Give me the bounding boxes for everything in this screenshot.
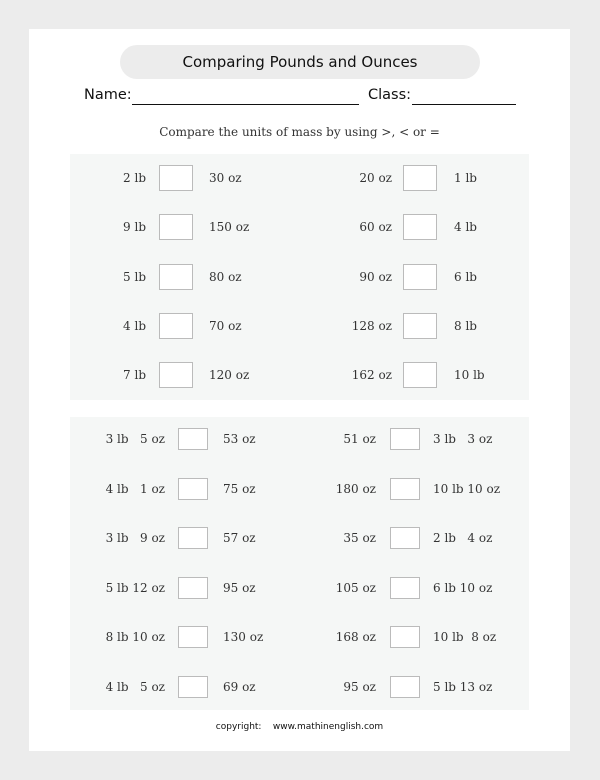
rhs-quantity: 5 lb 13 oz	[433, 680, 493, 694]
worksheet-title: Comparing Pounds and Ounces	[120, 45, 480, 79]
answer-box[interactable]	[403, 214, 437, 240]
rhs-quantity: 3 lb 3 oz	[433, 432, 493, 446]
rhs-quantity: 130 oz	[223, 630, 264, 645]
lhs-quantity: 8 lb 10 oz	[105, 630, 165, 645]
name-field[interactable]	[132, 104, 359, 105]
copyright-footer: copyright: www.mathinenglish.com	[215, 722, 384, 732]
lhs-quantity: 3 lb 5 oz	[105, 432, 165, 446]
rhs-quantity: 6 lb	[454, 269, 477, 284]
name-label: Name:	[84, 87, 132, 103]
answer-box[interactable]	[403, 165, 437, 191]
answer-box[interactable]	[390, 527, 420, 549]
exercise-item	[70, 319, 529, 333]
instruction-text: Compare the units of mass by using >, < or =	[159, 125, 440, 139]
exercise-item	[70, 630, 529, 644]
class-field[interactable]	[412, 104, 516, 105]
rhs-quantity: 10 lb	[454, 368, 485, 382]
rhs-quantity: 10 lb 8 oz	[433, 630, 497, 645]
answer-box[interactable]	[390, 428, 420, 450]
lhs-quantity: 60 oz	[359, 220, 392, 235]
rhs-quantity: 95 oz	[223, 580, 256, 595]
answer-box[interactable]	[390, 676, 420, 698]
section-panel-2	[70, 417, 529, 710]
answer-box[interactable]	[390, 478, 420, 500]
lhs-quantity: 51 oz	[343, 432, 376, 446]
exercise-item	[70, 482, 529, 496]
exercise-item	[70, 581, 529, 595]
rhs-quantity: 69 oz	[223, 680, 256, 694]
worksheet-page	[29, 29, 570, 751]
lhs-quantity: 105 oz	[335, 580, 376, 595]
answer-box[interactable]	[403, 362, 437, 388]
rhs-quantity: 8 lb	[454, 318, 477, 333]
rhs-quantity: 57 oz	[223, 531, 256, 546]
lhs-quantity: 2 lb	[123, 171, 146, 185]
exercise-item	[70, 432, 529, 446]
exercise-item	[70, 368, 529, 382]
rhs-quantity: 53 oz	[223, 432, 256, 446]
rhs-quantity: 30 oz	[209, 171, 242, 185]
lhs-quantity: 4 lb 1 oz	[105, 481, 165, 496]
lhs-quantity: 168 oz	[335, 630, 376, 645]
lhs-quantity: 90 oz	[359, 269, 392, 284]
lhs-quantity: 35 oz	[343, 531, 376, 546]
section-panel-1	[70, 154, 529, 400]
exercise-item	[70, 220, 529, 234]
exercise-item	[70, 531, 529, 545]
rhs-quantity: 6 lb 10 oz	[433, 580, 493, 595]
answer-box[interactable]	[390, 577, 420, 599]
exercise-item	[70, 270, 529, 284]
answer-box[interactable]	[390, 626, 420, 648]
rhs-quantity: 120 oz	[209, 368, 250, 382]
exercise-item	[70, 171, 529, 185]
class-label: Class:	[368, 87, 412, 103]
rhs-quantity: 1 lb	[454, 171, 477, 185]
rhs-quantity: 80 oz	[209, 269, 242, 284]
lhs-quantity: 20 oz	[359, 171, 392, 185]
rhs-quantity: 4 lb	[454, 220, 477, 235]
lhs-quantity: 180 oz	[335, 481, 376, 496]
answer-box[interactable]	[403, 313, 437, 339]
lhs-quantity: 4 lb 5 oz	[105, 680, 165, 694]
exercise-item	[70, 680, 529, 694]
lhs-quantity: 7 lb	[123, 368, 146, 382]
lhs-quantity: 5 lb 12 oz	[105, 580, 165, 595]
rhs-quantity: 10 lb 10 oz	[433, 481, 501, 496]
lhs-quantity: 4 lb	[123, 318, 146, 333]
rhs-quantity: 70 oz	[209, 318, 242, 333]
lhs-quantity: 95 oz	[343, 680, 376, 694]
lhs-quantity: 162 oz	[351, 368, 392, 382]
rhs-quantity: 2 lb 4 oz	[433, 531, 493, 546]
lhs-quantity: 3 lb 9 oz	[105, 531, 165, 546]
rhs-quantity: 150 oz	[209, 220, 250, 235]
rhs-quantity: 75 oz	[223, 481, 256, 496]
lhs-quantity: 5 lb	[123, 269, 146, 284]
lhs-quantity: 9 lb	[123, 220, 146, 235]
lhs-quantity: 128 oz	[351, 318, 392, 333]
answer-box[interactable]	[403, 264, 437, 290]
